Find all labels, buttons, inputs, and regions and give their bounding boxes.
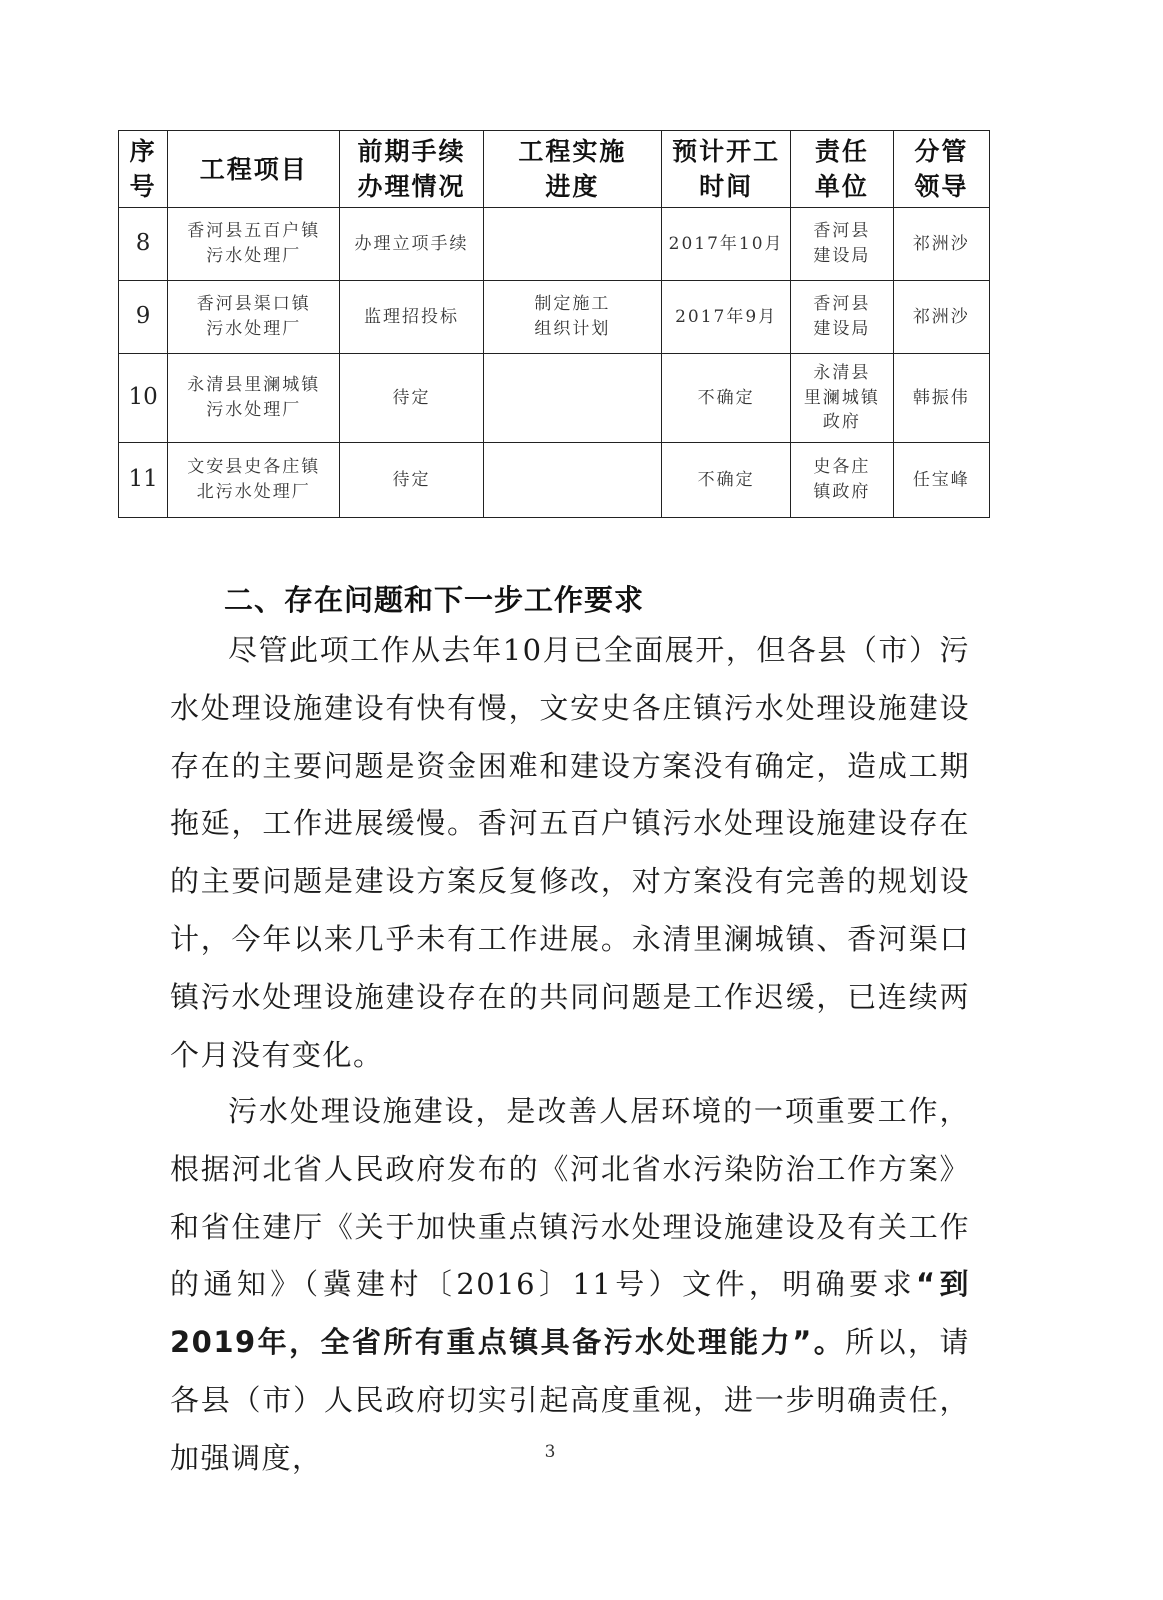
row-number: 8 (119, 208, 168, 281)
row-procedures: 待定 (340, 354, 483, 443)
row-leader: 任宝峰 (893, 443, 989, 518)
row-start-time: 2017年10月 (662, 208, 791, 281)
table-header-row (119, 131, 990, 208)
row-progress (483, 208, 661, 281)
header-project: 工程项目 (168, 131, 340, 208)
row-procedures: 办理立项手续 (340, 208, 483, 281)
table-row (119, 354, 990, 443)
table-row (119, 281, 990, 354)
row-number: 9 (119, 281, 168, 354)
paragraph-requirements (170, 1083, 970, 1488)
row-progress: 制定施工 组织计划 (483, 281, 661, 354)
header-procedures: 前期手续 办理情况 (340, 131, 483, 208)
table-row (119, 208, 990, 281)
row-project: 永清县里澜城镇 污水处理厂 (168, 354, 340, 443)
section-heading: 二、存在问题和下一步工作要求 (224, 583, 645, 617)
row-project: 文安县史各庄镇 北污水处理厂 (168, 443, 340, 518)
page-number: 3 (544, 1442, 556, 1462)
row-progress (483, 443, 661, 518)
row-start-time: 不确定 (662, 443, 791, 518)
paragraph-text: 所以，请各县（市）人民政府切实引起高度重视，进一步明确责任，加强调度， (170, 1325, 970, 1475)
row-progress (483, 354, 661, 443)
row-procedures: 监理招投标 (340, 281, 483, 354)
header-responsible-unit: 责任 单位 (791, 131, 893, 208)
row-project: 香河县五百户镇 污水处理厂 (168, 208, 340, 281)
project-table (118, 130, 990, 518)
row-procedures: 待定 (340, 443, 483, 518)
header-progress: 工程实施 进度 (483, 131, 661, 208)
row-project: 香河县渠口镇 污水处理厂 (168, 281, 340, 354)
paragraph-text: 污水处理设施建设，是改善人居环境的一项重要工作，根据河北省人民政府发布的《河北省水污染防治工作方案》和省住建厅《关于加快重点镇污水处理设施建设及有关工作的通知》（冀建村〔2016〕11号）文件，明确要求 (170, 1094, 970, 1302)
row-start-time: 不确定 (662, 354, 791, 443)
header-start-time: 预计开工 时间 (662, 131, 791, 208)
row-number: 10 (119, 354, 168, 443)
paragraph-issues: 尽管此项工作从去年10月已全面展开，但各县（市）污水处理设施建设有快有慢，文安史各庄镇污水处理设施建设存在的主要问题是资金困难和建设方案没有确定，造成工期拖延，工作进展缓慢。香河五百户镇污水处理设施建设存在的主要问题是建设方案反复修改，对方案没有完善的规划设计，今年以来几乎未有工作进展。永清里澜城镇、香河渠口镇污水处理设施建设存在的共同问题是工作迟缓，已连续两个月没有变化。 (170, 633, 970, 1072)
row-responsible-unit: 永清县 里澜城镇 政府 (791, 354, 893, 443)
row-responsible-unit: 香河县 建设局 (791, 208, 893, 281)
header-leader: 分管 领导 (893, 131, 989, 208)
header-number: 序 号 (119, 131, 168, 208)
row-responsible-unit: 史各庄 镇政府 (791, 443, 893, 518)
row-responsible-unit: 香河县 建设局 (791, 281, 893, 354)
table-row (119, 443, 990, 518)
row-number: 11 (119, 443, 168, 518)
row-leader: 韩振伟 (893, 354, 989, 443)
row-leader: 祁洲沙 (893, 208, 989, 281)
row-leader: 祁洲沙 (893, 281, 989, 354)
emphasized-requirement: “到2019年，全省所有重点镇具备污水处理能力”。 (170, 1267, 970, 1360)
row-start-time: 2017年9月 (662, 281, 791, 354)
